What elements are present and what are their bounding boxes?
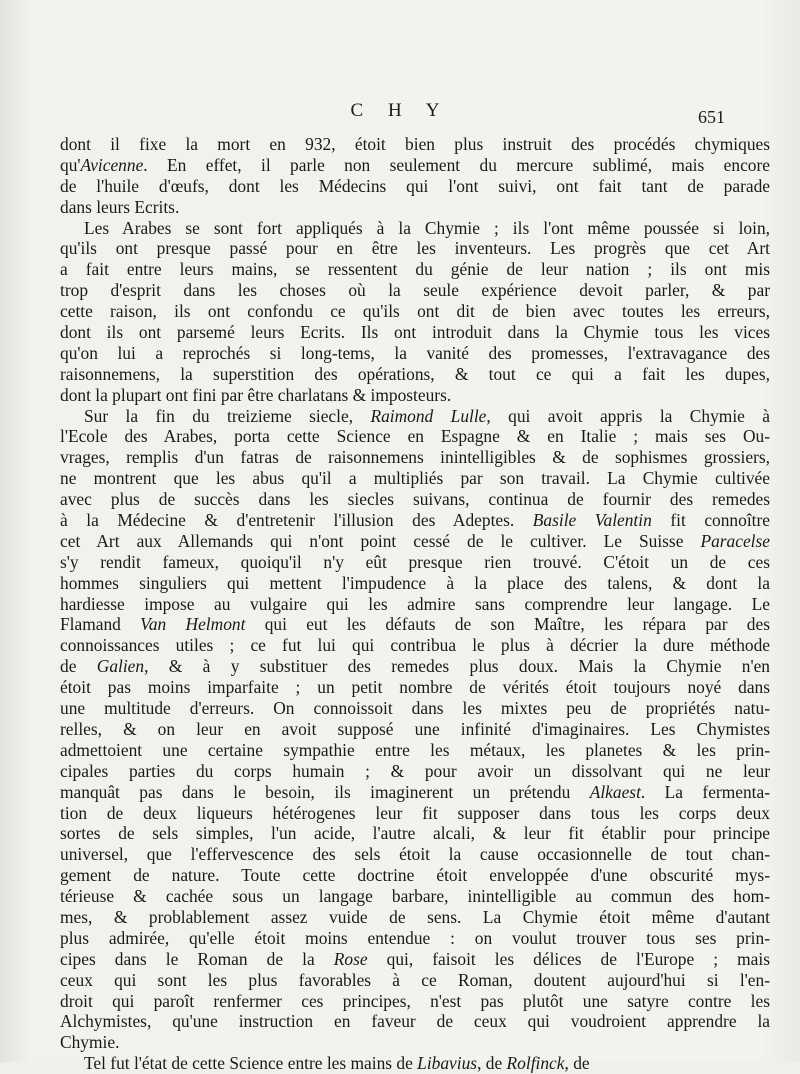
text-run: dont la plupart ont fini par être charlatans & imposteurs. [60,384,452,405]
text-run: dont ils ont parsemé leurs Ecrits. Ils ont introduit dans la Chymie tous les vices [60,322,770,343]
text-run: Alchymistes, qu'une instruction en faveur de ceux qui voudroient apprendre la [60,1011,770,1032]
text-run: manquât pas dans le besoin, ils imaginerent un prétendu [60,781,590,802]
text-line [60,886,770,907]
italic-name: Rose [333,948,368,969]
text-line [60,1011,770,1032]
text-line [60,740,770,761]
paragraph [60,134,770,218]
text-line [60,844,770,865]
text-line [60,677,770,698]
text-line [60,719,770,740]
text-line [60,1032,770,1053]
text-run: dans leurs Ecrits. [60,196,180,217]
italic-name: Paracelse [700,530,770,551]
italic-name: Galien [96,656,145,677]
text-line [60,280,770,301]
text-run: , & à y substituer des remedes plus doux. Mais la Chymie n'en [144,656,771,677]
text-run: cette raison, ils ont confondu ce qu'ils ont dit de bien avec toutes les erreurs, [60,301,770,322]
text-line [60,614,770,635]
text-run: ne montrent que les abus qu'il a multipliés par son travail. La Chymie cultivée [60,468,770,489]
text-line [60,907,770,928]
text-line [60,447,770,468]
text-run: Sur la fin du treizieme siecle, [84,405,371,426]
text-run: gement de nature. Toute cette doctrine étoit enveloppée d'une obscurité mys- [60,865,770,886]
text-line [60,176,770,197]
text-line [60,343,770,364]
text-run: , de [564,1053,590,1074]
italic-name: Libavius [417,1053,478,1074]
paragraph [60,1053,770,1074]
text-line [60,155,770,176]
paragraph [60,406,770,1054]
italic-name: Raimond Lulle [370,405,487,426]
italic-name: Avicenne [80,154,144,175]
text-line [60,364,770,385]
text-run: . La fermenta- [640,781,771,802]
text-run: l'Ecole des Arabes, porta cette Science en Espagne & en Italie ; mais ses Ou- [60,426,770,447]
text-run: , de [477,1053,507,1074]
text-run: fit connoître [651,510,770,531]
italic-name: Alkaest [589,781,641,802]
text-line [60,594,770,615]
text-line [60,426,770,447]
text-run: qui, faisoit les délices de l'Europe ; mais [367,948,770,969]
text-line [60,698,770,719]
text-line [60,761,770,782]
text-line [60,970,770,991]
text-run: qu' [60,154,81,175]
text-line [60,489,770,510]
text-run: Flamand [60,614,141,635]
text-run: Chymie. [60,1032,120,1053]
text-run: cet Art aux Allemands qui n'ont point cessé de le cultiver. Le Suisse [60,530,701,551]
text-run: vrages, remplis d'un fatras de raisonnemens inintelligibles & de sophismes grossiers, [60,447,770,468]
text-run: universel, que l'effervescence des sels étoit la cause occasionnelle de tout chan- [60,844,770,865]
body-text [60,134,770,1074]
text-line [60,782,770,803]
text-run: de l'huile d'œufs, dont les Médecins qui l'ont suivi, ont fait tant de parade [60,175,770,196]
text-line [60,531,770,552]
text-run: térieuse & cachée sous un langage barbare, inintelligible au commun des hom- [60,886,770,907]
text-line [60,301,770,322]
text-run: Tel fut l'état de cette Science entre les mains de [84,1053,418,1074]
text-run: à la Médecine & d'entretenir l'illusion des Adeptes. [60,510,533,531]
text-line [60,406,770,427]
text-run: relles, & on leur en avoit supposé une infinité d'imaginaires. Les Chymistes [60,718,770,739]
text-run: qu'ils ont presque passé pour en être les inventeurs. Les progrès que cet Art [60,238,770,259]
text-line [60,197,770,218]
text-line [60,991,770,1012]
text-run: a fait entre leurs mains, se ressentent du génie de leur nation ; ils ont mis [60,259,770,280]
text-run: cipales parties du corps humain ; & pour avoir un dissolvant qui ne leur [60,760,770,781]
text-run: droit qui paroît renfermer ces principes, n'est pas plutôt une satyre contre les [60,990,770,1011]
text-run: s'y rendit fameux, quoiqu'il n'y eût presque rien trouvé. C'étoit un de ces [60,551,770,572]
text-run: cipes dans le Roman de la [60,948,334,969]
text-line [60,865,770,886]
text-run: qu'on lui a reprochés si long-tems, la vanité des promesses, l'extravagance des [60,342,770,363]
text-line [60,635,770,656]
text-line [60,259,770,280]
text-run: ceux qui sont les plus favorables à ce Roman, doutent aujourd'hui si l'en- [60,969,770,990]
text-run: raisonnemens, la superstition des opérations, & tout ce qui a fait les dupes, [60,363,770,384]
text-line [60,510,770,531]
running-head: C H Y [350,100,450,121]
paragraph [60,218,770,406]
text-line [60,238,770,259]
text-line [60,322,770,343]
text-run: Les Arabes se sont fort appliqués à la Chymie ; ils l'ont même poussée si loin, [84,217,770,238]
text-run: étoit pas moins imparfaite ; un petit nombre de vérités étoit toujours noyé dans [60,677,770,698]
text-run: dont il fixe la mort en 932, étoit bien plus instruit des procédés chymiques [60,134,770,154]
text-run: connoissances utiles ; ce fut lui qui contribua le plus à décrier la dure méthode [60,635,770,656]
text-line [60,134,770,155]
text-run: mes, & problablement assez vuide de sens. La Chymie étoit même d'autant [60,906,770,927]
text-run: trop d'esprit dans les choses où la seule expérience devoit parler, & par [60,280,770,301]
text-line [60,1053,770,1074]
text-line [60,573,770,594]
text-line [60,823,770,844]
text-run: qui eut les défauts de son Maître, les répara par des [245,614,770,635]
text-line [60,468,770,489]
text-line [60,385,770,406]
text-run: admettoient une certaine sympathie entre les métaux, les planetes & les prin- [60,739,770,760]
text-line [60,656,770,677]
text-run: hardiesse impose au vulgaire qui les admire sans comprendre leur langage. Le [60,593,770,614]
text-run: plus admirée, qu'elle étoit moins entendue : on voulut trouver tous ses prin- [60,927,770,948]
text-line [60,803,770,824]
text-line [60,949,770,970]
text-run: avec plus de succès dans les siecles suivans, continua de fournir des remedes [60,489,770,510]
text-line [60,552,770,573]
text-run: tion de deux liqueurs hétérogenes leur fit supposer dans tous les corps deux [60,802,770,823]
italic-name: Van Helmont [140,614,246,635]
text-line [60,928,770,949]
text-run: hommes singuliers qui mettent l'impudence à la place des talens, & dont la [60,572,770,593]
text-run: sortes de sels simples, l'un acide, l'autre alcali, & leur fit établir pour principe [60,823,770,844]
italic-name: Rolfinck [506,1053,565,1074]
text-run: de [60,656,97,677]
text-run: , qui avoit appris la Chymie à [486,405,770,426]
page-number: 651 [698,107,725,127]
text-run: une multitude d'erreurs. On connoissoit dans les mixtes peu de propriétés natu- [60,698,770,719]
italic-name: Basile Valentin [532,510,652,531]
text-line [60,218,770,239]
text-run: . En effet, il parle non seulement du mercure sublimé, mais encore [143,154,770,175]
